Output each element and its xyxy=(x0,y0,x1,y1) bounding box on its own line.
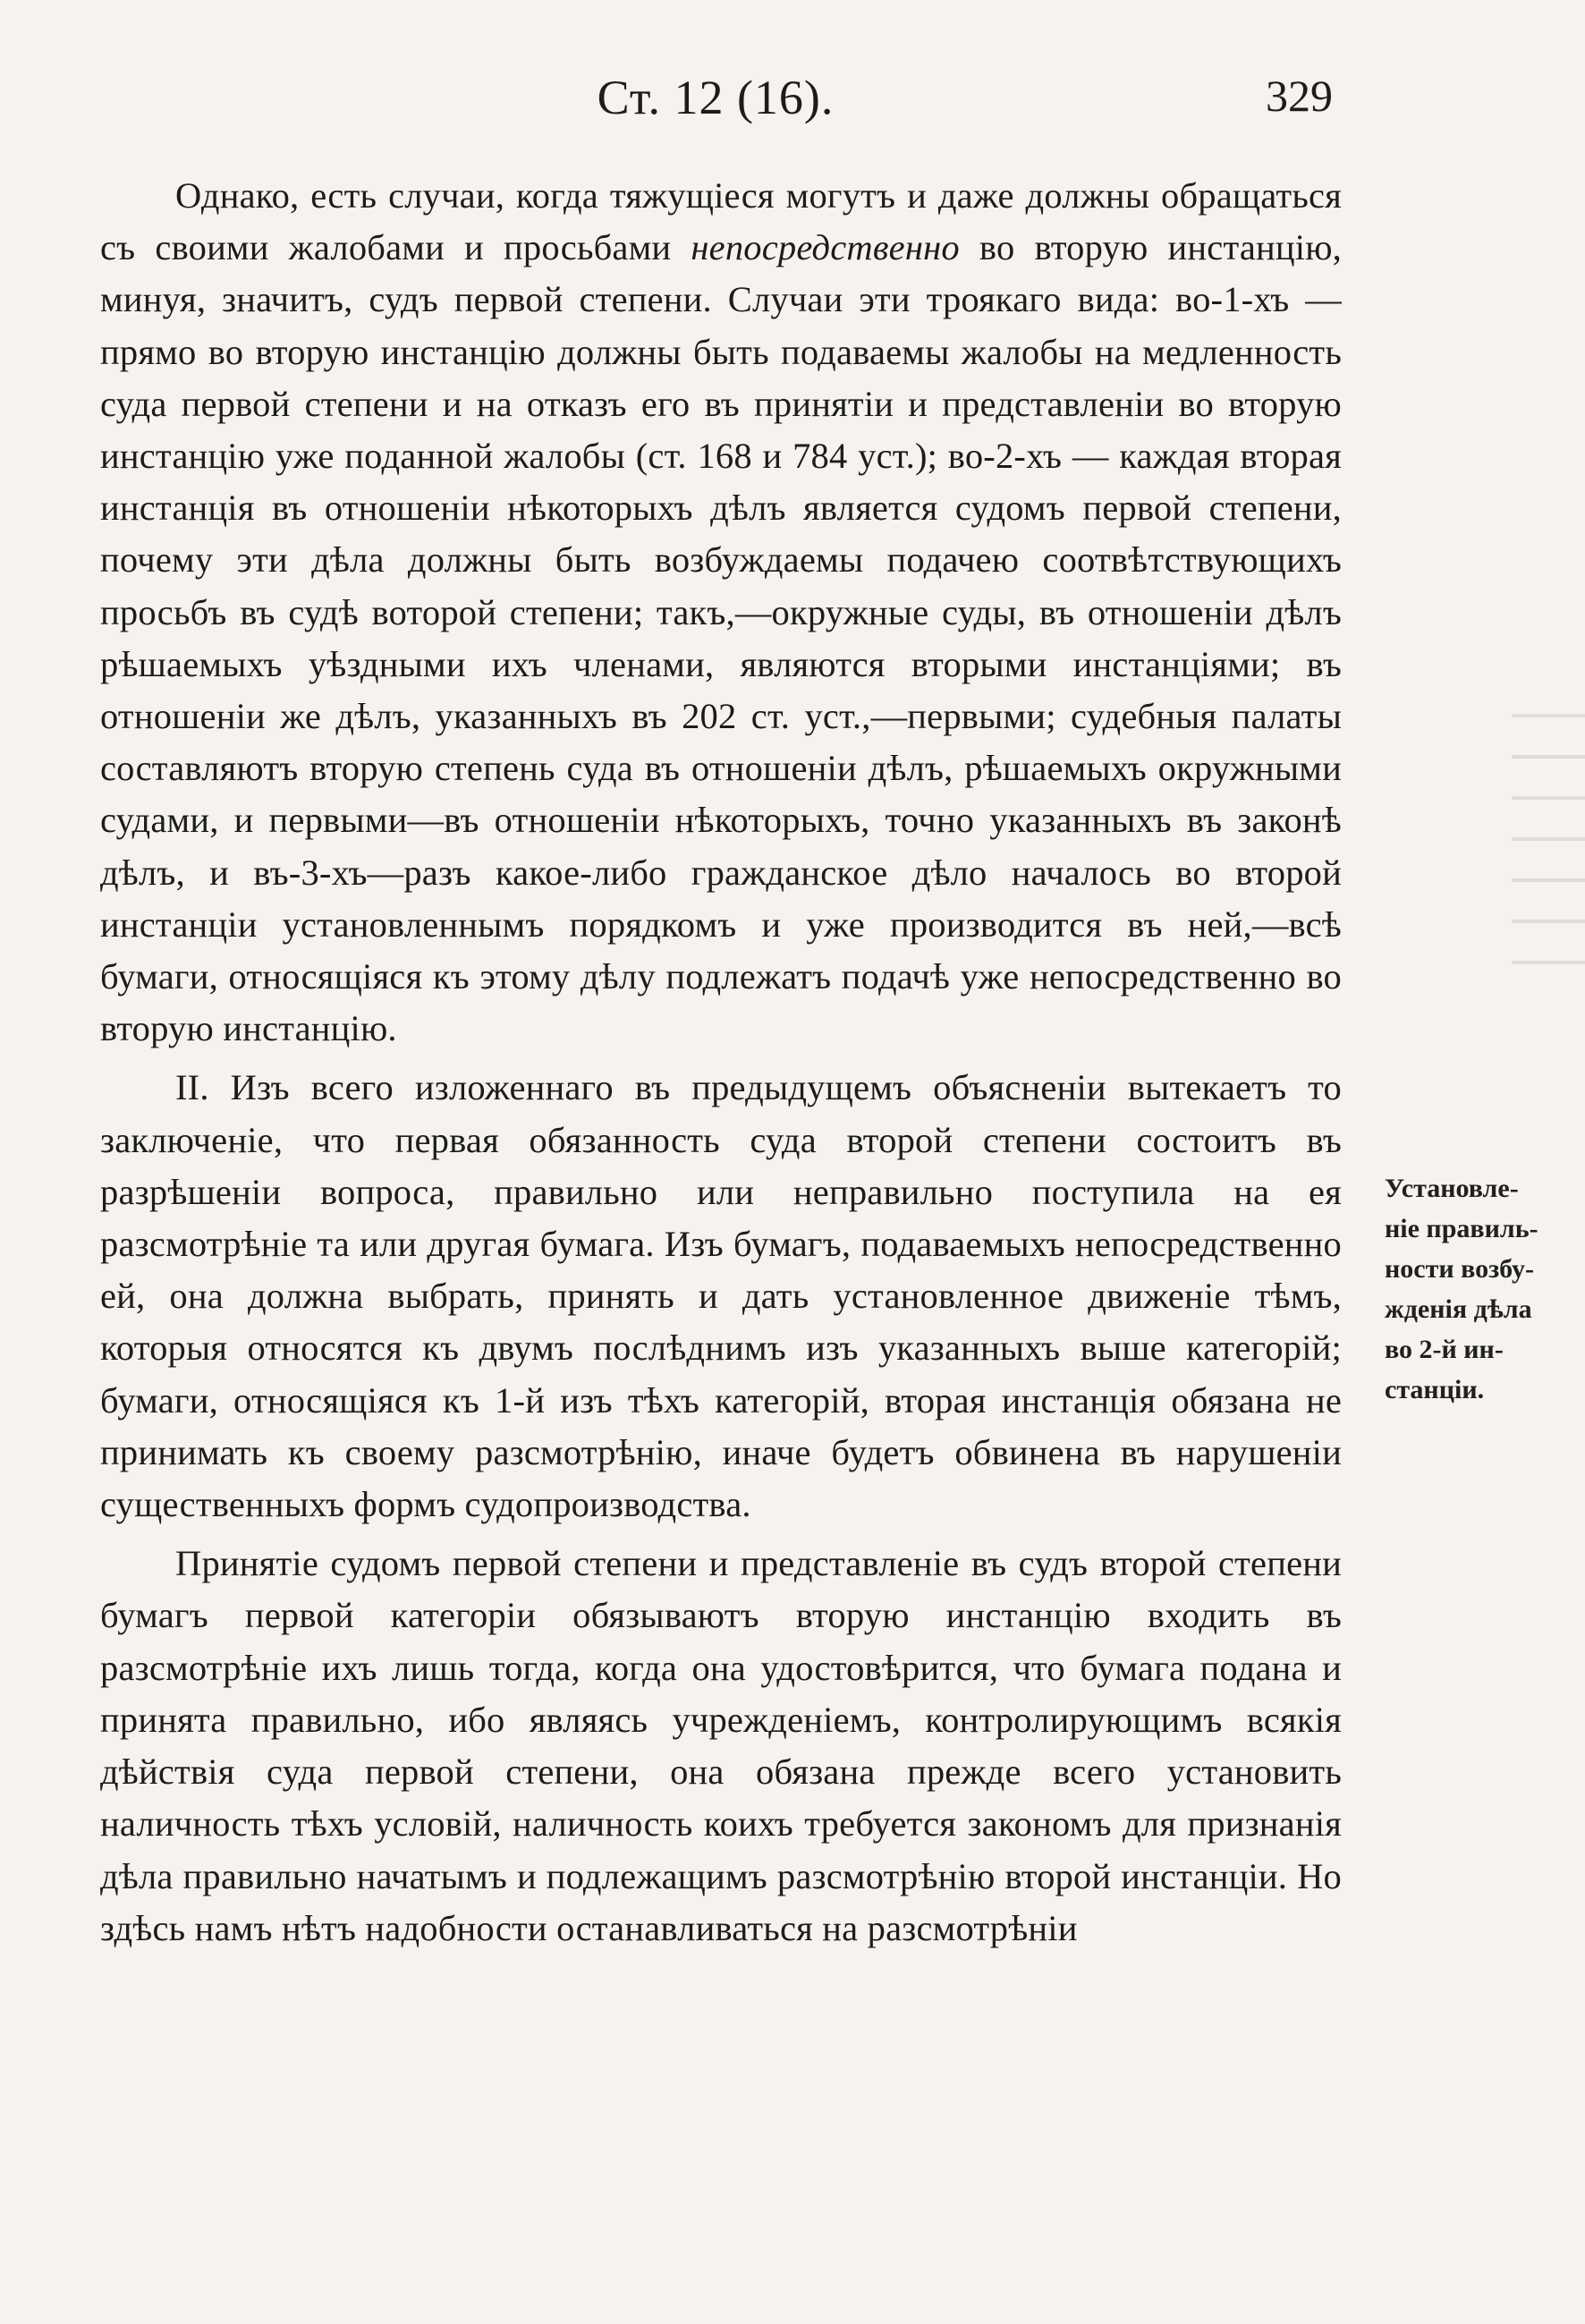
margin-note-line: станціи. xyxy=(1385,1375,1485,1404)
page-number: 329 xyxy=(1266,71,1333,121)
running-title: Ст. 12 (16). xyxy=(597,71,835,124)
margin-note-line: ности возбу- xyxy=(1385,1254,1535,1284)
margin-note-line: во 2-й ин- xyxy=(1385,1335,1504,1364)
main-text xyxy=(100,170,1342,1955)
paragraph-2 xyxy=(100,1062,1342,1531)
paragraph-2-text: II. Изъ всего изложеннаго въ предыдущемъ объясненіи вытекаетъ то заключеніе, что первая обязанность суда второй степени состоитъ въ разрѣшеніи вопроса, правильно или неправильно поступила на ея разсмотрѣніе та или другая бумага. Изъ бумагъ, подаваемыхъ непосредственно ей, она должна выбрать, принять и дать установленное движеніе тѣмъ, которыя относятся къ двумъ послѣднимъ изъ указанныхъ выше категорій; бумаги, относящіяся къ 1-й изъ тѣхъ категорій, вторая инстанція обязана не принимать къ своему разсмотрѣнію, иначе будетъ обвинена въ нарушеніи существенныхъ формъ судопроизводства. xyxy=(100,1067,1342,1525)
paragraph-3-text: Принятіе судомъ первой степени и представленіе въ судъ второй степени бумагъ первой категоріи обязываютъ вторую инстанцію входить въ разсмотрѣніе ихъ лишь тогда, когда она удостовѣрится, что бумага подана и принята правильно, ибо являясь учрежденіемъ, контролирующимъ всякія дѣйствія суда первой степени, она обязана прежде всего установить наличность тѣхъ условій, наличность коихъ требуется закономъ для признанія дѣла правильно начатымъ и подлежащимъ разсмотрѣнію второй инстанціи. Но здѣсь намъ нѣтъ надобности останавливаться на разсмотрѣніи xyxy=(100,1543,1342,1948)
paragraph-1-emphasis: непосредственно xyxy=(691,227,960,268)
page-header xyxy=(98,70,1333,141)
margin-note-line: ніе правиль- xyxy=(1385,1214,1538,1243)
bleed-through-marks xyxy=(1512,698,1585,984)
paragraph-1-text-a: Однако, есть случаи, когда тяжущіеся могутъ и даже должны обращаться съ своими жалобами и просьбами xyxy=(100,175,1342,268)
paragraph-1-text-b: во вторую инстанцію, минуя, значитъ, судъ первой степени. Случаи эти троякаго вида: во-1-хъ — прямо во вторую инстанцію должны быть подаваемы жалобы на медленность суда первой степени и на отказъ его въ принятіи и представленіи во вторую инстанцію уже поданной жалобы (ст. 168 и 784 уст.); во-2-хъ — каждая вторая инстанція въ отношеніи нѣкоторыхъ дѣлъ является судомъ первой степени, почему эти дѣла должны быть возбуждаемы подачею соотвѣтствующихъ просьбъ въ судѣ воторой степени; такъ,—окружные суды, въ отношеніи дѣлъ рѣшаемыхъ уѣздными ихъ членами, являются вторыми инстанціями; въ отношеніи же дѣлъ, указанныхъ въ 202 ст. уст.,—первыми; судебныя палаты составляютъ вторую степень суда въ отношеніи дѣлъ, рѣшаемыхъ окружными судами, и первыми—въ отношеніи нѣкоторыхъ, точно указанныхъ въ законѣ дѣлъ, и въ-3-хъ—разъ какое-либо гражданское дѣло началось во второй инстанціи установленнымъ порядкомъ и уже производится въ ней,—всѣ бумаги, относящіяся къ этому дѣлу подлежатъ подачѣ уже непосредственно во вторую инстанцію. xyxy=(100,227,1342,1049)
margin-note-line: жденія дѣла xyxy=(1385,1294,1532,1324)
paragraph-3 xyxy=(100,1538,1342,1955)
paragraph-1 xyxy=(100,170,1342,1055)
margin-note-line: Установле- xyxy=(1385,1174,1519,1203)
margin-note xyxy=(1385,1168,1568,1410)
